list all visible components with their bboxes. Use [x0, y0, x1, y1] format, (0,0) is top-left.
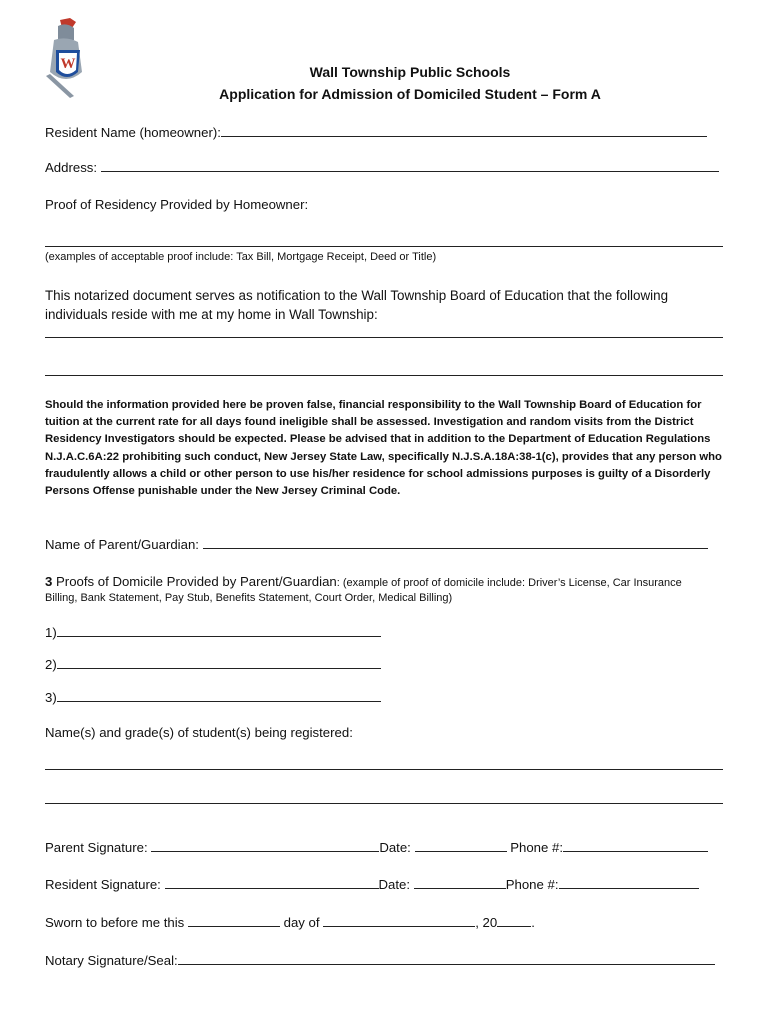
logo-letter: W — [60, 56, 76, 72]
proofs-examples-2: Billing, Bank Statement, Pay Stub, Benefits Statement, Court Order, Medical Billing) — [45, 592, 453, 604]
sworn-month-field[interactable] — [323, 915, 475, 927]
legal-warning: Should the information provided here be proven false, financial responsibility to the Wall Township Board of Education for tuition at the current rate for all days found ineligible shall be assessed. Investigation and random visits from the District Residency Investigators should be expected. Please be advised that in addition to the Department of Education Regulations N.J.A.C.6A:22 prohibiting such conduct, New Jersey State Law, specifically N.J.S.A.18A:38-1(c), provides that any person who fraudulently allows a child or other person to use his/her residence for school admissions purposes is guilty of a Disorderly Persons Offense punishable under the New Jersey Criminal Code. — [45, 399, 722, 498]
proof-item-3-field[interactable] — [57, 690, 381, 702]
sworn-year-field[interactable] — [497, 915, 531, 927]
sworn-day-field[interactable] — [188, 915, 280, 927]
proof-item-1 — [45, 625, 381, 640]
notary-field[interactable] — [178, 953, 715, 965]
sworn-label-2: day of — [283, 915, 320, 930]
resident-signature-row — [45, 877, 699, 892]
resident-date-field[interactable] — [414, 877, 506, 889]
address-row — [45, 160, 719, 175]
parent-signature-field[interactable] — [151, 840, 379, 852]
parent-name-row — [45, 537, 708, 552]
resident-signature-label: Resident Signature: — [45, 877, 161, 892]
resident-name-field[interactable] — [221, 125, 707, 137]
parent-phone-field[interactable] — [563, 840, 708, 852]
proof-item-3-label: 3) — [45, 690, 57, 705]
proof-item-3 — [45, 690, 381, 705]
proof-item-1-label: 1) — [45, 625, 57, 640]
proofs-count: 3 — [45, 574, 53, 589]
parent-signature-label: Parent Signature: — [45, 840, 148, 855]
proof-examples: (examples of acceptable proof include: Tax Bill, Mortgage Receipt, Deed or Title) — [45, 251, 437, 263]
resident-name-label: Resident Name (homeowner): — [45, 125, 221, 140]
proof-residency-field[interactable] — [45, 246, 723, 247]
resident-name-row — [45, 125, 707, 140]
proof-item-1-field[interactable] — [57, 625, 381, 637]
address-label: Address: — [45, 160, 98, 175]
org-title: Wall Township Public Schools — [309, 64, 511, 80]
students-line-2[interactable] — [45, 803, 723, 804]
resident-signature-field[interactable] — [165, 877, 379, 889]
proofs-label: Proofs of Domicile Provided by Parent/Guardian — [52, 574, 337, 589]
resident-phone-label: Phone #: — [505, 877, 559, 892]
resident-date-label: Date: — [378, 877, 411, 892]
proof-item-2-field[interactable] — [57, 657, 381, 669]
students-line-1[interactable] — [45, 769, 723, 770]
proof-item-2-label: 2) — [45, 657, 57, 672]
notary-label: Notary Signature/Seal: — [45, 953, 178, 968]
parent-name-label: Name of Parent/Guardian: — [45, 537, 199, 552]
form-title: Application for Admission of Domiciled Student – Form A — [219, 86, 601, 102]
parent-date-label: Date: — [379, 840, 411, 855]
resident-phone-field[interactable] — [559, 877, 699, 889]
students-label: Name(s) and grade(s) of student(s) being registered: — [45, 725, 353, 740]
notary-row — [45, 953, 715, 968]
notarized-statement: This notarized document serves as notification to the Wall Township Board of Education that the following individuals reside with me at my home in Wall Township: — [45, 288, 669, 322]
proofs-examples-1: : (example of proof of domicile include: Driver’s License, Car Insurance — [336, 577, 682, 589]
sworn-label-4: . — [531, 915, 535, 930]
proof-item-2 — [45, 657, 381, 672]
address-field[interactable] — [101, 160, 719, 172]
sworn-label-1: Sworn to before me this — [45, 915, 185, 930]
sworn-label-3: , 20 — [475, 915, 498, 930]
parent-signature-row — [45, 840, 708, 855]
parent-name-field[interactable] — [203, 537, 708, 549]
residents-line-2[interactable] — [45, 375, 723, 376]
proof-residency-label: Proof of Residency Provided by Homeowner: — [45, 197, 309, 212]
parent-date-field[interactable] — [415, 840, 507, 852]
proofs-heading — [45, 574, 682, 589]
parent-phone-label: Phone #: — [510, 840, 563, 855]
residents-line-1[interactable] — [45, 337, 723, 338]
sworn-row — [45, 915, 535, 930]
